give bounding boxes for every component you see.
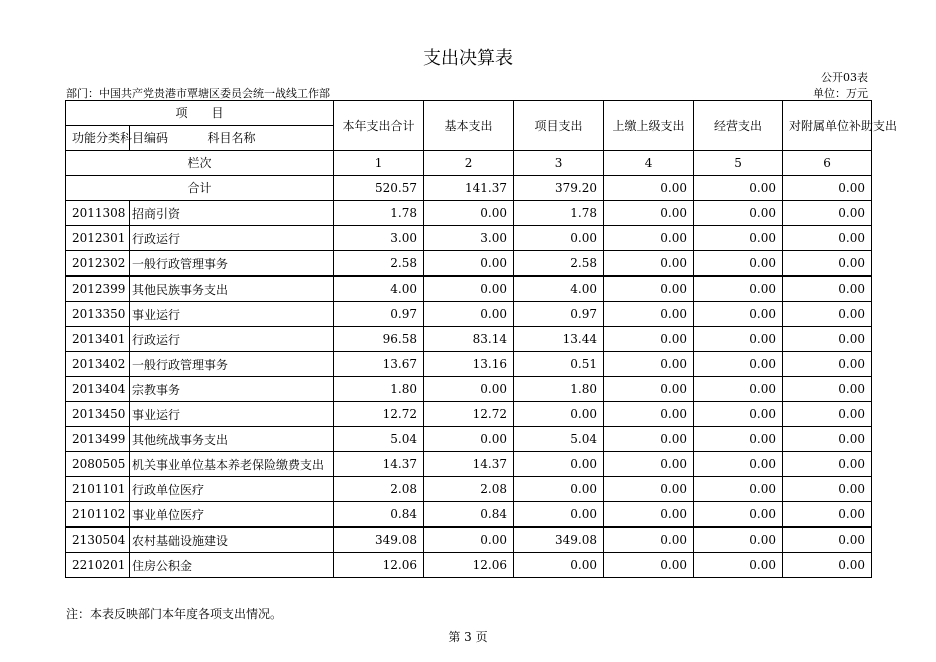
subject-code: 2210201 <box>66 553 130 578</box>
subject-name: 一般行政管理事务 <box>130 352 334 377</box>
amount-cell: 0.00 <box>604 527 694 553</box>
amount-cell: 0.00 <box>783 327 872 352</box>
subject-name: 其他统战事务支出 <box>130 427 334 452</box>
amount-cell: 13.16 <box>424 352 514 377</box>
subject-code: 2101102 <box>66 502 130 528</box>
amount-cell: 0.00 <box>694 226 783 251</box>
col-number: 5 <box>694 151 783 176</box>
subject-name: 行政运行 <box>130 226 334 251</box>
amount-cell: 0.84 <box>334 502 424 528</box>
amount-cell: 0.00 <box>783 502 872 528</box>
table-row <box>66 201 872 226</box>
col-header-2: 基本支出 <box>424 101 514 151</box>
amount-cell: 0.00 <box>694 352 783 377</box>
total-value: 520.57 <box>334 176 424 201</box>
subject-name: 宗教事务 <box>130 377 334 402</box>
amount-cell: 0.00 <box>694 402 783 427</box>
func-code-header: 功能分类科目编码 <box>66 126 130 151</box>
col-number: 1 <box>334 151 424 176</box>
total-value: 0.00 <box>694 176 783 201</box>
subject-code: 2013350 <box>66 302 130 327</box>
amount-cell: 0.00 <box>783 427 872 452</box>
amount-cell: 0.00 <box>424 302 514 327</box>
amount-cell: 12.72 <box>424 402 514 427</box>
amount-cell: 0.00 <box>783 226 872 251</box>
amount-cell: 1.78 <box>334 201 424 226</box>
amount-cell: 0.97 <box>514 302 604 327</box>
amount-cell: 5.04 <box>514 427 604 452</box>
subject-name: 事业运行 <box>130 402 334 427</box>
page-title: 支出决算表 <box>423 48 513 69</box>
subject-code: 2130504 <box>66 527 130 553</box>
table-row <box>66 251 872 277</box>
amount-cell: 0.00 <box>604 452 694 477</box>
amount-cell: 0.00 <box>783 452 872 477</box>
amount-cell: 0.00 <box>604 201 694 226</box>
amount-cell: 0.00 <box>424 377 514 402</box>
amount-cell: 0.00 <box>604 276 694 302</box>
col-header-1: 本年支出合计 <box>334 101 424 151</box>
amount-cell: 2.08 <box>334 477 424 502</box>
amount-cell: 14.37 <box>424 452 514 477</box>
subject-code: 2101101 <box>66 477 130 502</box>
amount-cell: 0.00 <box>514 502 604 528</box>
subject-name: 机关事业单位基本养老保险缴费支出 <box>130 452 334 477</box>
table-row <box>66 427 872 452</box>
subject-name: 招商引资 <box>130 201 334 226</box>
amount-cell: 0.00 <box>783 477 872 502</box>
total-row <box>66 176 872 201</box>
subject-name-header: 科目名称 <box>130 126 334 151</box>
amount-cell: 0.00 <box>604 251 694 277</box>
amount-cell: 0.00 <box>694 276 783 302</box>
amount-cell: 1.80 <box>514 377 604 402</box>
total-label: 合计 <box>66 176 334 201</box>
amount-cell: 0.00 <box>604 402 694 427</box>
amount-cell: 0.00 <box>694 302 783 327</box>
amount-cell: 0.00 <box>694 427 783 452</box>
subject-code: 2013450 <box>66 402 130 427</box>
amount-cell: 13.44 <box>514 327 604 352</box>
amount-cell: 4.00 <box>514 276 604 302</box>
col-header-6: 对附属单位补助支出 <box>783 101 872 151</box>
amount-cell: 0.00 <box>783 201 872 226</box>
amount-cell: 2.58 <box>334 251 424 277</box>
col-number: 3 <box>514 151 604 176</box>
amount-cell: 0.00 <box>694 502 783 528</box>
table-row <box>66 477 872 502</box>
table-row <box>66 502 872 528</box>
table-row <box>66 527 872 553</box>
table-row <box>66 302 872 327</box>
table-row <box>66 226 872 251</box>
amount-cell: 5.04 <box>334 427 424 452</box>
col-number: 6 <box>783 151 872 176</box>
amount-cell: 13.67 <box>334 352 424 377</box>
amount-cell: 14.37 <box>334 452 424 477</box>
lanci-label: 栏次 <box>66 151 334 176</box>
amount-cell: 0.00 <box>604 226 694 251</box>
amount-cell: 0.00 <box>783 276 872 302</box>
amount-cell: 1.80 <box>334 377 424 402</box>
subject-name: 事业运行 <box>130 302 334 327</box>
amount-cell: 0.84 <box>424 502 514 528</box>
amount-cell: 0.00 <box>514 477 604 502</box>
amount-cell: 3.00 <box>424 226 514 251</box>
amount-cell: 1.78 <box>514 201 604 226</box>
amount-cell: 0.00 <box>604 553 694 578</box>
table-row <box>66 377 872 402</box>
amount-cell: 2.58 <box>514 251 604 277</box>
amount-cell: 349.08 <box>334 527 424 553</box>
amount-cell: 0.00 <box>783 402 872 427</box>
amount-cell: 96.58 <box>334 327 424 352</box>
amount-cell: 12.06 <box>424 553 514 578</box>
col-header-4: 上缴上级支出 <box>604 101 694 151</box>
amount-cell: 0.00 <box>514 402 604 427</box>
total-value: 0.00 <box>604 176 694 201</box>
amount-cell: 0.00 <box>604 302 694 327</box>
amount-cell: 0.00 <box>694 327 783 352</box>
amount-cell: 0.00 <box>514 226 604 251</box>
amount-cell: 12.06 <box>334 553 424 578</box>
subject-code: 2012301 <box>66 226 130 251</box>
subject-code: 2013404 <box>66 377 130 402</box>
subject-name: 事业单位医疗 <box>130 502 334 528</box>
col-header-5: 经营支出 <box>694 101 783 151</box>
amount-cell: 0.00 <box>514 553 604 578</box>
amount-cell: 0.00 <box>694 251 783 277</box>
col-number: 4 <box>604 151 694 176</box>
subject-name: 农村基础设施建设 <box>130 527 334 553</box>
table-row <box>66 276 872 302</box>
amount-cell: 12.72 <box>334 402 424 427</box>
subject-name: 一般行政管理事务 <box>130 251 334 277</box>
subject-name: 其他民族事务支出 <box>130 276 334 302</box>
amount-cell: 0.00 <box>424 276 514 302</box>
subject-code: 2013402 <box>66 352 130 377</box>
amount-cell: 0.00 <box>604 352 694 377</box>
form-number: 公开03表 <box>821 71 868 84</box>
subject-name: 住房公积金 <box>130 553 334 578</box>
table-row <box>66 327 872 352</box>
amount-cell: 0.00 <box>424 527 514 553</box>
table-row <box>66 452 872 477</box>
amount-cell: 0.00 <box>424 427 514 452</box>
amount-cell: 0.00 <box>694 201 783 226</box>
page-number: 第 3 页 <box>448 630 488 644</box>
amount-cell: 0.00 <box>694 527 783 553</box>
amount-cell: 0.00 <box>424 251 514 277</box>
amount-cell: 0.00 <box>604 427 694 452</box>
amount-cell: 83.14 <box>424 327 514 352</box>
amount-cell: 0.00 <box>694 377 783 402</box>
amount-cell: 0.00 <box>604 477 694 502</box>
amount-cell: 0.00 <box>424 201 514 226</box>
amount-cell: 0.00 <box>604 377 694 402</box>
amount-cell: 4.00 <box>334 276 424 302</box>
subject-name: 行政单位医疗 <box>130 477 334 502</box>
subject-code: 2080505 <box>66 452 130 477</box>
expenditure-table <box>65 100 898 578</box>
amount-cell: 0.00 <box>694 477 783 502</box>
amount-cell: 2.08 <box>424 477 514 502</box>
amount-cell: 0.00 <box>783 251 872 277</box>
total-value: 141.37 <box>424 176 514 201</box>
amount-cell: 0.00 <box>604 502 694 528</box>
subject-code: 2012302 <box>66 251 130 277</box>
amount-cell: 0.00 <box>783 527 872 553</box>
amount-cell: 3.00 <box>334 226 424 251</box>
footnote: 注：本表反映部门本年度各项支出情况。 <box>66 607 283 621</box>
subject-code: 2013401 <box>66 327 130 352</box>
subject-code: 2011308 <box>66 201 130 226</box>
amount-cell: 0.00 <box>514 452 604 477</box>
total-value: 379.20 <box>514 176 604 201</box>
subject-code: 2013499 <box>66 427 130 452</box>
item-group-header: 项 目 <box>66 101 334 126</box>
table-row <box>66 352 872 377</box>
unit-label: 单位：万元 <box>813 87 868 100</box>
amount-cell: 0.00 <box>783 302 872 327</box>
amount-cell: 0.00 <box>783 553 872 578</box>
amount-cell: 0.97 <box>334 302 424 327</box>
col-header-3: 项目支出 <box>514 101 604 151</box>
col-number: 2 <box>424 151 514 176</box>
amount-cell: 349.08 <box>514 527 604 553</box>
amount-cell: 0.00 <box>604 327 694 352</box>
amount-cell: 0.00 <box>783 352 872 377</box>
subject-code: 2012399 <box>66 276 130 302</box>
amount-cell: 0.00 <box>694 553 783 578</box>
amount-cell: 0.00 <box>783 377 872 402</box>
amount-cell: 0.51 <box>514 352 604 377</box>
total-value: 0.00 <box>783 176 872 201</box>
department-label: 部门：中国共产党贵港市覃塘区委员会统一战线工作部 <box>66 87 330 100</box>
table-row <box>66 553 872 578</box>
amount-cell: 0.00 <box>694 452 783 477</box>
subject-name: 行政运行 <box>130 327 334 352</box>
table-row <box>66 402 872 427</box>
